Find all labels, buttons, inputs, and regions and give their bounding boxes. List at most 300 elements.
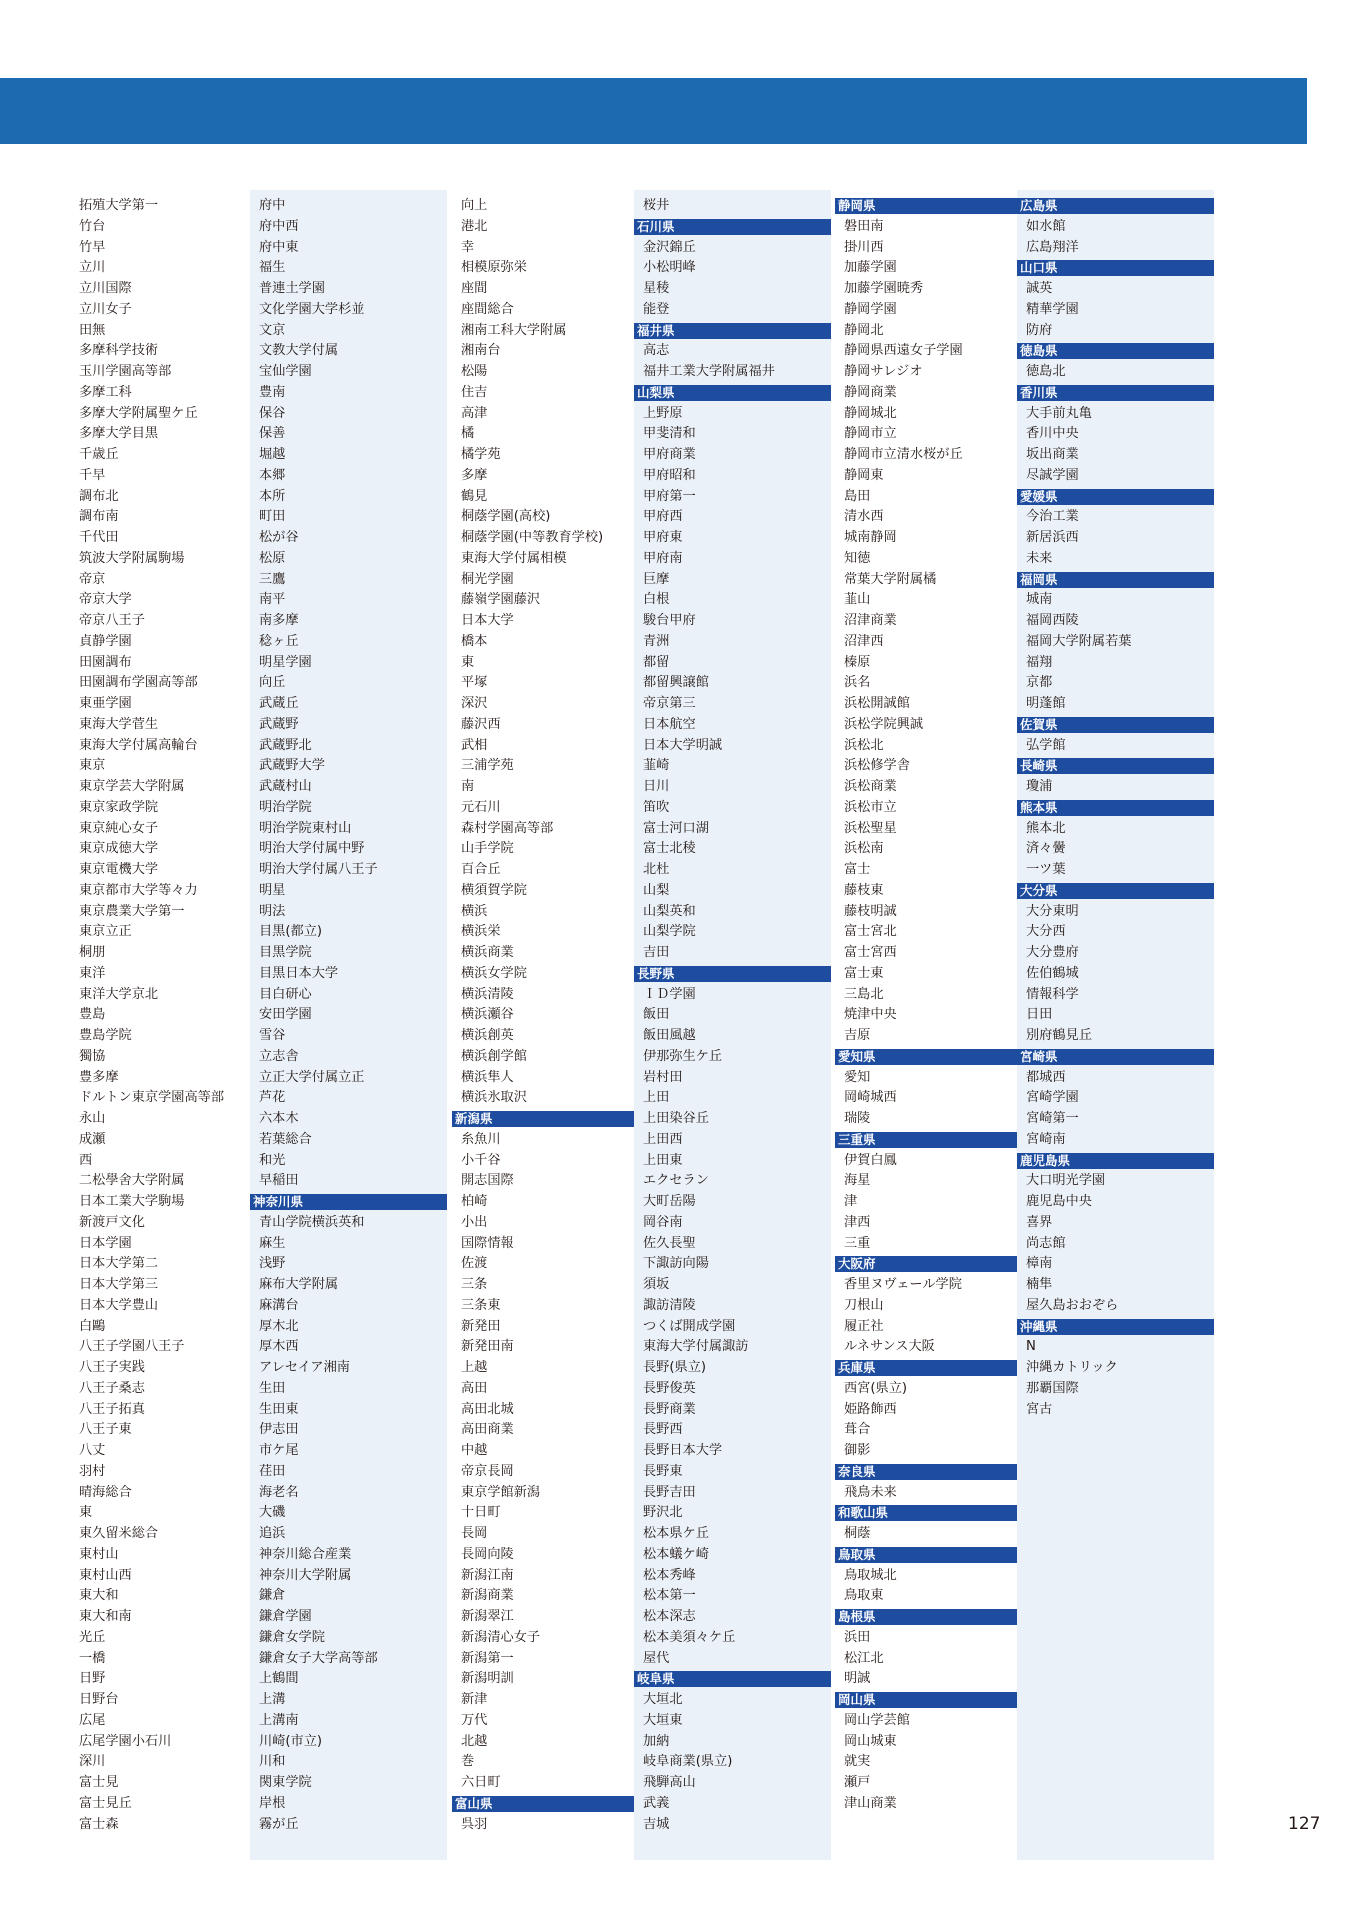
school-name: 静岡県西遠女子学園 <box>844 343 963 359</box>
school-name: 長野西 <box>643 1422 683 1438</box>
school-name: 鎌倉 <box>259 1588 286 1604</box>
school-name: 都城西 <box>1026 1069 1066 1085</box>
school-name: 目黒(都立) <box>259 924 323 940</box>
school-name: 霧が丘 <box>259 1816 299 1832</box>
school-name: 浜松商業 <box>844 779 897 794</box>
school-name: 今治工業 <box>1026 509 1079 525</box>
school-name: 新潟明訓 <box>461 1671 514 1687</box>
school-name: 長野日本大学 <box>643 1443 723 1458</box>
school-name: 松陽 <box>461 364 488 379</box>
school-name: 誠英 <box>1026 281 1053 296</box>
school-name: 済々黌 <box>1026 841 1066 857</box>
school-name: 東京 <box>79 758 106 774</box>
school-name: 日本大学明誠 <box>643 737 723 753</box>
school-name: 島田 <box>844 488 871 504</box>
school-name: 東村山西 <box>79 1567 132 1583</box>
school-name: 豊島学院 <box>79 1028 132 1043</box>
school-name: 麻生 <box>259 1235 286 1251</box>
school-name: 鎌倉女子大学高等部 <box>259 1650 378 1666</box>
school-name: 南平 <box>259 592 286 608</box>
school-name: 大口明光学園 <box>1026 1173 1106 1189</box>
school-name: 瓊浦 <box>1026 779 1053 794</box>
school-name: 岸根 <box>259 1795 286 1811</box>
school-name: 新発田 <box>461 1318 501 1334</box>
school-name: 深沢 <box>461 696 488 711</box>
school-name: 横浜清陵 <box>461 986 514 1002</box>
school-name: 楠隼 <box>1026 1277 1053 1292</box>
school-name: 多摩 <box>461 467 488 483</box>
school-name: 岩村田 <box>643 1069 683 1085</box>
school-name: 青山学院横浜英和 <box>259 1214 365 1230</box>
prefecture-heading: 熊本県 <box>1017 800 1214 816</box>
school-name: 文京 <box>259 322 286 338</box>
school-name: 甲斐清和 <box>643 426 696 442</box>
school-name: 伊賀白鳳 <box>844 1152 897 1168</box>
prefecture-heading: 三重県 <box>835 1132 1032 1148</box>
school-name: 伊志田 <box>259 1422 299 1438</box>
school-name: 生田 <box>259 1380 286 1396</box>
school-name: 武蔵丘 <box>259 696 299 711</box>
school-name: 新潟清心女子 <box>461 1629 541 1645</box>
school-name: 岡山城東 <box>844 1733 897 1749</box>
school-name: 一ツ葉 <box>1026 862 1066 877</box>
school-name: 成瀬 <box>79 1131 106 1147</box>
school-name: 日本大学豊山 <box>79 1297 159 1313</box>
school-name: 横浜 <box>461 903 488 919</box>
school-name: 甲府昭和 <box>643 467 696 483</box>
school-name: 和光 <box>259 1152 286 1168</box>
school-name: 富士北稜 <box>643 841 696 857</box>
school-name: 松本秀峰 <box>643 1567 696 1583</box>
school-name: 元石川 <box>461 799 501 815</box>
school-name: 東大和 <box>79 1588 119 1604</box>
school-name: 八王子拓真 <box>79 1401 145 1417</box>
school-name: 下諏訪向陽 <box>643 1256 709 1272</box>
school-name: 浜松修学舎 <box>844 758 910 774</box>
school-name: アレセイア湘南 <box>259 1360 350 1375</box>
school-name: 甲府西 <box>643 509 683 525</box>
school-name: 履正社 <box>844 1318 884 1334</box>
school-name: 浜松開誠館 <box>844 696 910 711</box>
prefecture-heading: 富山県 <box>452 1796 649 1812</box>
school-name: 広島翔洋 <box>1026 239 1079 255</box>
school-name: 新潟第一 <box>461 1650 514 1666</box>
school-name: 吉原 <box>844 1028 871 1043</box>
prefecture-heading: 山口県 <box>1017 260 1214 276</box>
school-name: 晴海総合 <box>79 1484 132 1500</box>
school-name: 府中東 <box>259 239 299 255</box>
school-name: 橘学苑 <box>461 447 501 462</box>
school-name: 静岡市立 <box>844 426 897 442</box>
school-name: 富士宮西 <box>844 945 897 960</box>
school-name: 広尾 <box>79 1712 106 1728</box>
school-name: 玉川学園高等部 <box>79 364 172 379</box>
school-name: 北越 <box>461 1733 488 1749</box>
school-name: 万代 <box>461 1712 488 1728</box>
school-name: 松本美須々ケ丘 <box>643 1629 736 1645</box>
school-name: 情報科学 <box>1026 986 1079 1002</box>
school-name: 桐朋 <box>79 945 106 960</box>
school-name: 稔ヶ丘 <box>259 633 299 649</box>
school-name: 岐阜商業(県立) <box>643 1754 733 1770</box>
prefecture-heading: 鹿児島県 <box>1017 1153 1214 1169</box>
school-name: 永山 <box>79 1111 106 1126</box>
school-name: 宮崎第一 <box>1026 1111 1079 1126</box>
school-name: 焼津中央 <box>844 1007 897 1023</box>
school-name: 日本大学第三 <box>79 1277 159 1292</box>
prefecture-heading: 静岡県 <box>835 198 1032 214</box>
school-name: 多摩大学目黒 <box>79 426 159 442</box>
school-name: 沼津商業 <box>844 613 897 628</box>
school-name: 北杜 <box>643 862 670 877</box>
school-name: 竹台 <box>79 218 106 234</box>
school-name: 神奈川総合産業 <box>259 1546 352 1562</box>
school-name: 百合丘 <box>461 862 501 877</box>
school-name: 大垣東 <box>643 1712 683 1728</box>
school-name: 田園調布 <box>79 654 132 670</box>
school-name: 藤枝明誠 <box>844 903 897 919</box>
school-name: 藤枝東 <box>844 882 884 898</box>
school-name: 武義 <box>643 1795 670 1811</box>
school-name: 瀬戸 <box>844 1775 871 1790</box>
school-name: 新渡戸文化 <box>79 1214 145 1230</box>
school-name: 武蔵野大学 <box>259 758 325 774</box>
school-name: 高津 <box>461 405 488 421</box>
school-name: 追浜 <box>259 1526 286 1541</box>
school-name: 八王子東 <box>79 1422 132 1438</box>
school-name: 横浜氷取沢 <box>461 1090 527 1106</box>
school-name: 韮山 <box>844 592 871 608</box>
school-name: 榛原 <box>844 654 871 670</box>
school-name: 新発田南 <box>461 1339 514 1355</box>
school-name: 日野 <box>79 1671 106 1687</box>
school-name: 雪谷 <box>259 1028 286 1043</box>
school-name: 東海大学菅生 <box>79 716 159 732</box>
school-name: 松本深志 <box>643 1609 696 1624</box>
school-name: 日本大学 <box>461 613 514 628</box>
school-name: 飯田 <box>643 1007 670 1023</box>
school-name: 香川中央 <box>1026 426 1079 442</box>
school-name: 横浜女学院 <box>461 965 527 981</box>
school-name: 能登 <box>643 301 670 317</box>
school-name: 三条 <box>461 1277 488 1292</box>
school-name: 沼津西 <box>844 633 884 649</box>
school-name: 伊那弥生ケ丘 <box>643 1048 723 1064</box>
school-name: 松江北 <box>844 1650 884 1666</box>
school-name: 三鷹 <box>259 571 286 587</box>
prefecture-heading: 愛媛県 <box>1017 489 1214 505</box>
school-name: 岡谷南 <box>643 1214 683 1230</box>
school-name: 横浜創英 <box>461 1028 514 1043</box>
school-name: 高志 <box>643 343 670 359</box>
school-name: 加藤学園暁秀 <box>844 281 924 296</box>
school-name: 鶴見 <box>461 488 488 504</box>
school-name: 日本航空 <box>643 716 696 732</box>
school-name: 松本第一 <box>643 1588 696 1604</box>
school-name: 帝京 <box>79 571 106 587</box>
school-name: 千歳丘 <box>79 447 119 462</box>
school-name: 東京家政学院 <box>79 799 159 815</box>
school-name: 東村山 <box>79 1546 119 1562</box>
school-name: 市ケ尾 <box>259 1443 299 1458</box>
school-name: 日田 <box>1026 1007 1053 1023</box>
school-name: 日本学園 <box>79 1235 132 1251</box>
school-name: 東京学芸大学附属 <box>79 779 185 794</box>
school-name: 高田北城 <box>461 1401 514 1417</box>
school-name: 呉羽 <box>461 1816 488 1832</box>
school-name: 須坂 <box>643 1277 670 1292</box>
school-name: 港北 <box>461 218 488 234</box>
prefecture-heading: 兵庫県 <box>835 1360 1032 1376</box>
school-name: 坂出商業 <box>1026 447 1079 462</box>
prefecture-heading: 石川県 <box>634 219 831 235</box>
school-name: 大磯 <box>259 1505 286 1521</box>
school-name: 上田染谷丘 <box>643 1111 709 1126</box>
school-name: 御影 <box>844 1443 871 1458</box>
school-name: 住吉 <box>461 384 488 400</box>
school-name: 桐光学園 <box>461 571 514 587</box>
school-name: 日川 <box>643 779 670 794</box>
school-name: 横須賀学院 <box>461 882 527 898</box>
school-name: 座間 <box>461 281 488 296</box>
school-name: 浜松聖星 <box>844 820 897 836</box>
school-name: 富士宮北 <box>844 924 897 940</box>
school-name: 安田学園 <box>259 1007 312 1023</box>
school-name: 八王子実践 <box>79 1360 145 1375</box>
school-name: 芦花 <box>259 1090 286 1106</box>
school-name: 西 <box>79 1152 93 1168</box>
school-name: 明誠 <box>844 1671 871 1687</box>
school-name: 清水西 <box>844 509 884 525</box>
school-name: 浜松学院興誠 <box>844 716 924 732</box>
school-name: 静岡東 <box>844 467 884 483</box>
school-name: 東 <box>461 654 475 670</box>
school-name: 若葉総合 <box>259 1131 312 1147</box>
school-name: 西宮(県立) <box>844 1380 908 1396</box>
school-name: 普連土学園 <box>259 281 325 296</box>
school-name: 三条東 <box>461 1297 501 1313</box>
school-name: 東京純心女子 <box>79 820 159 836</box>
school-name: 香里ヌヴェール学院 <box>844 1277 962 1292</box>
school-list-column-3 <box>452 190 649 1860</box>
school-name: 徳島北 <box>1026 364 1066 379</box>
school-name: 掛川西 <box>844 239 884 255</box>
school-name: 新津 <box>461 1692 488 1707</box>
school-name: 武蔵村山 <box>259 779 312 794</box>
school-name: 豊島 <box>79 1007 106 1023</box>
school-name: 柏崎 <box>461 1194 488 1209</box>
school-name: 帝京大学 <box>79 592 132 608</box>
school-name: 六日町 <box>461 1775 501 1790</box>
school-name: 三島北 <box>844 986 884 1002</box>
school-name: 大垣北 <box>643 1692 683 1707</box>
prefecture-heading: 沖縄県 <box>1017 1319 1214 1335</box>
school-name: 明治学院東村山 <box>259 820 352 836</box>
school-name: 田無 <box>79 322 106 338</box>
school-name: 日本大学第二 <box>79 1256 159 1272</box>
school-name: エクセラン <box>643 1173 709 1189</box>
prefecture-heading: 岐阜県 <box>634 1671 831 1687</box>
school-name: 山手学院 <box>461 841 514 857</box>
school-name: 立正大学付属立正 <box>259 1069 365 1085</box>
school-name: 明星 <box>259 882 286 898</box>
school-name: 幸 <box>461 239 475 255</box>
school-name: 帝京八王子 <box>79 613 145 628</box>
prefecture-heading: 大分県 <box>1017 883 1214 899</box>
school-name: 東洋大学京北 <box>79 986 159 1002</box>
school-name: 甲府東 <box>643 530 683 545</box>
school-name: 一橋 <box>79 1650 106 1666</box>
school-name: 桐蔭学園(中等教育学校) <box>461 530 604 545</box>
school-name: 京都 <box>1026 675 1053 691</box>
school-name: 富士見丘 <box>79 1795 132 1811</box>
school-name: 津西 <box>844 1214 871 1230</box>
school-name: 生田東 <box>259 1401 299 1417</box>
school-name: 本郷 <box>259 467 286 483</box>
prefecture-heading: 徳島県 <box>1017 343 1214 359</box>
school-name: ルネサンス大阪 <box>844 1339 935 1355</box>
school-name: 福岡大学附属若葉 <box>1026 633 1132 649</box>
prefecture-heading: 香川県 <box>1017 385 1214 401</box>
page-number: 127 <box>1288 1814 1321 1834</box>
school-name: 羽村 <box>79 1463 106 1479</box>
school-name: 国際情報 <box>461 1235 514 1251</box>
school-name: 浜松南 <box>844 841 884 857</box>
school-name: 静岡学園 <box>844 301 897 317</box>
school-name: 東 <box>79 1505 93 1521</box>
school-name: 宝仙学園 <box>259 364 312 379</box>
prefecture-heading: 佐賀県 <box>1017 717 1214 733</box>
school-name: 尚志館 <box>1026 1235 1066 1251</box>
school-name: 府中 <box>259 198 286 213</box>
school-name: 知徳 <box>844 550 871 566</box>
school-name: 長岡向陵 <box>461 1546 514 1562</box>
school-name: 南多摩 <box>259 613 299 628</box>
school-name: 横浜瀬谷 <box>461 1007 514 1023</box>
school-name: 樟南 <box>1026 1256 1053 1272</box>
school-name: 上野原 <box>643 405 683 421</box>
school-name: 保谷 <box>259 405 286 421</box>
school-name: 富士 <box>844 862 871 877</box>
school-name: 佐久長聖 <box>643 1235 696 1251</box>
prefecture-heading: 奈良県 <box>835 1464 1032 1480</box>
school-name: 白根 <box>643 592 670 608</box>
school-name: 大手前丸亀 <box>1026 405 1092 421</box>
school-name: 目黒学院 <box>259 945 312 960</box>
school-name: 光丘 <box>79 1629 106 1645</box>
school-name: 帝京第三 <box>643 696 696 711</box>
school-name: 那覇国際 <box>1026 1380 1079 1396</box>
school-name: 福翔 <box>1026 654 1053 670</box>
school-name: 深川 <box>79 1754 106 1770</box>
school-name: 静岡城北 <box>844 405 897 421</box>
prefecture-heading: 福岡県 <box>1017 572 1214 588</box>
school-name: 野沢北 <box>643 1505 683 1521</box>
school-name: 長野(県立) <box>643 1360 707 1375</box>
school-name: 防府 <box>1026 322 1053 338</box>
school-name: 広尾学園小石川 <box>79 1733 172 1749</box>
school-name: 尽誠学園 <box>1026 467 1079 483</box>
prefecture-heading: 神奈川県 <box>250 1194 447 1210</box>
school-name: 新潟江南 <box>461 1567 514 1583</box>
school-name: 藤沢西 <box>461 716 501 732</box>
school-name: 東洋 <box>79 965 106 981</box>
school-name: 浜名 <box>844 675 871 691</box>
school-name: 山梨英和 <box>643 903 696 919</box>
prefecture-heading: 島根県 <box>835 1609 1032 1625</box>
school-name: 向丘 <box>259 675 286 691</box>
school-name: 東京電機大学 <box>79 862 159 877</box>
school-name: 鎌倉学園 <box>259 1609 312 1624</box>
school-name: 巨摩 <box>643 571 670 587</box>
school-name: 浜田 <box>844 1629 871 1645</box>
school-name: 静岡北 <box>844 322 884 338</box>
school-name: 明星学園 <box>259 654 312 670</box>
school-name: 立川女子 <box>79 301 132 317</box>
school-name: 二松學舍大学附属 <box>79 1173 185 1189</box>
school-name: 松本県ケ丘 <box>643 1526 709 1541</box>
school-name: 飛鳥未来 <box>844 1484 897 1500</box>
school-name: 東海大学付属高輪台 <box>79 737 198 753</box>
school-name: 上鶴間 <box>259 1671 299 1687</box>
school-name: 巻 <box>461 1754 475 1770</box>
school-name: 磐田南 <box>844 218 884 234</box>
school-name: 小松明峰 <box>643 260 696 276</box>
school-name: 屋久島おおぞら <box>1026 1297 1119 1313</box>
school-name: 荏田 <box>259 1463 286 1479</box>
school-name: 文教大学付属 <box>259 343 339 359</box>
school-name: 立川国際 <box>79 281 132 296</box>
school-name: 桜井 <box>643 198 670 213</box>
school-name: 福岡西陵 <box>1026 613 1079 628</box>
school-name: 麻布大学附属 <box>259 1277 339 1292</box>
school-name: 如水館 <box>1026 218 1066 234</box>
school-name: 岡崎城西 <box>844 1090 897 1106</box>
school-name: 沖縄カトリック <box>1026 1360 1118 1375</box>
school-name: 藤嶺学園藤沢 <box>461 592 541 608</box>
school-name: 厚木西 <box>259 1339 299 1355</box>
school-name: 多摩工科 <box>79 384 132 400</box>
school-name: 甲府第一 <box>643 488 696 504</box>
school-name: ドルトン東京学園高等部 <box>79 1090 225 1106</box>
school-name: 東久留米総合 <box>79 1526 159 1541</box>
school-name: 東亜学園 <box>79 696 132 711</box>
school-name: 麻溝台 <box>259 1297 299 1313</box>
school-name: 鎌倉女学院 <box>259 1629 325 1645</box>
school-name: 津山商業 <box>844 1795 897 1811</box>
school-name: 飯田風越 <box>643 1028 696 1043</box>
school-name: 別府鶴見丘 <box>1026 1028 1092 1043</box>
prefecture-heading: 岡山県 <box>835 1692 1032 1708</box>
school-name: 町田 <box>259 509 286 525</box>
school-name: 明治大学付属中野 <box>259 841 365 857</box>
school-name: 上溝 <box>259 1692 286 1707</box>
school-name: 東京成徳大学 <box>79 841 159 857</box>
school-name: 金沢錦丘 <box>643 239 696 255</box>
school-name: 千代田 <box>79 530 119 545</box>
school-name: 長野俊英 <box>643 1380 696 1396</box>
school-name: 瑞陵 <box>844 1111 871 1126</box>
school-name: 鳥取城北 <box>844 1567 897 1583</box>
prefecture-heading: 長崎県 <box>1017 758 1214 774</box>
school-name: 上越 <box>461 1360 488 1375</box>
prefecture-heading: 山梨県 <box>634 385 831 401</box>
school-name: 武蔵野北 <box>259 737 312 753</box>
school-name: 浜松北 <box>844 737 884 753</box>
school-name: 南 <box>461 779 475 794</box>
school-name: 糸魚川 <box>461 1131 501 1147</box>
prefecture-heading: 鳥取県 <box>835 1547 1032 1563</box>
